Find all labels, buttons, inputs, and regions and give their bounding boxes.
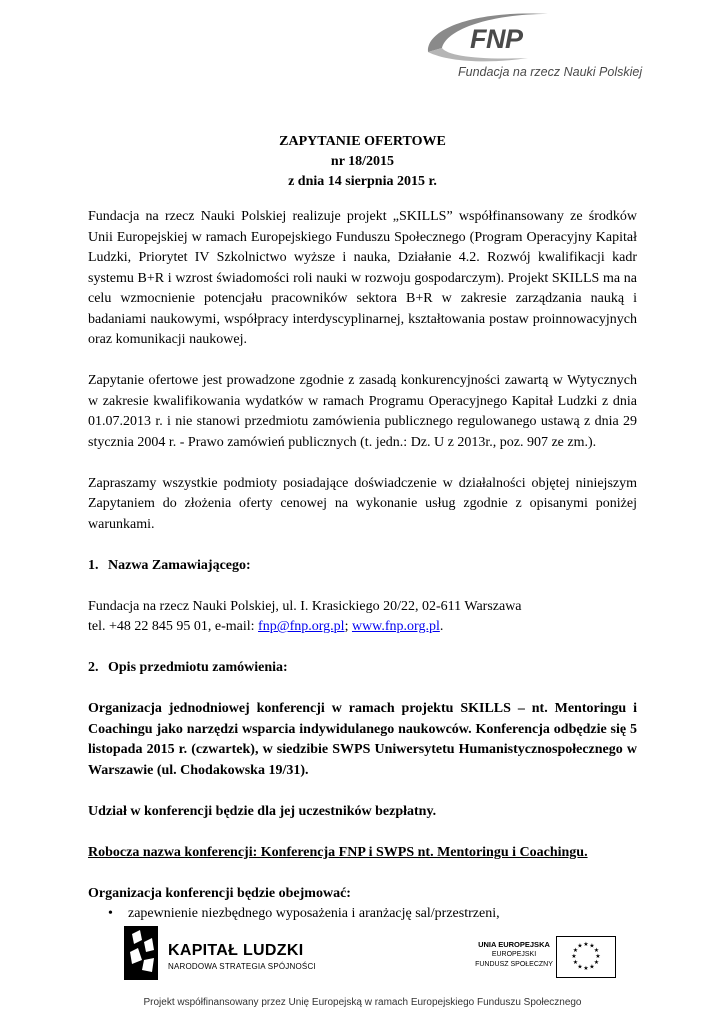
eu-title: UNIA EUROPEJSKA [478,940,550,949]
section-2-title: Opis przedmiotu zamówienia: [108,660,288,675]
scope-item-text: zapewnienie niezbędnego wyposażenia i aranżację sal/przestrzeni, [128,906,500,921]
scope-list [88,904,637,925]
section-1-title: Nazwa Zamawiającego: [108,557,251,573]
intro-paragraph-2: Zapytanie ofertowe jest prowadzone zgodnie z zasadą konkurencyjności zawartą w Wytycznych w zakresie kwalifikowania wydatków w ramach Programu Operacyjnego Kapitał Ludzki z dnia 01.07.2013 r. i nie stanowi przedmiotu zamówienia publicznego regulowanego ustawą z dnia 29 stycznia 2004 r. - Prawo zamówień publicznych (t. jedn.: Dz. U z 2013r., poz. 907 ze zm.). [88,373,637,450]
contact-end: . [439,619,444,634]
contact-block [88,597,637,638]
svg-text:★: ★ [572,947,579,954]
kapital-ludzki-logo [120,924,320,984]
bullet-icon: • [108,906,113,921]
svg-text:★: ★ [589,963,595,971]
section-2-number: 2. [88,660,99,675]
title-line-3: z dnia 14 sierpnia 2015 r. [288,174,437,189]
fnp-logo [418,8,680,86]
svg-text:★: ★ [571,953,577,960]
intro-paragraph-1: Fundacja na rzecz Nauki Polskiej realizuje projekt „SKILLS” współfinansowany ze środków Unii Europejskiej w ramach Europejskiego Funduszu Społecznego (Program Operacyjny Kapitał Ludzki, Priorytet IV Szkolnictwo wyższe i nauka, Działanie 4.2. Rozwój kwalifikacji kadr systemu B+R i wzrost świadomości roli nauki w rozwoju gospodarczym). Projekt SKILLS ma na celu wzmocnienie potencjału pracowników sektora B+R w zakresie zarządzania nauką i badaniami naukowymi, współpracy interdyscyplinarnej, kształtowania postaw proinnowacyjnych oraz komunikacji naukowej. [88,209,637,347]
title-line-2: nr 18/2015 [330,154,395,169]
email-link[interactable]: fnp@fnp.org.pl [258,619,345,634]
eu-line-3: FUNDUSZ SPOŁECZNY [475,961,553,968]
svg-text:★: ★ [589,942,595,950]
document-body [88,207,637,925]
link-separator: ; [344,619,352,634]
eu-logo [474,936,654,980]
website-link[interactable]: www.fnp.org.pl [351,619,440,634]
svg-text:★: ★ [595,953,601,960]
svg-text:★: ★ [577,942,583,950]
svg-text:★: ★ [583,941,589,948]
svg-text:★: ★ [593,959,600,966]
free-participation-note: Udział w konferencji będzie dla jej uczestników bezpłatny. [88,803,437,819]
list-item [88,904,637,925]
section-1-heading [88,556,637,577]
section-1-number: 1. [88,557,99,573]
phone-line: tel. +48 22 845 95 01, e-mail: [88,619,259,634]
svg-text:★: ★ [577,963,583,971]
svg-text:★: ★ [593,947,600,954]
intro-paragraph-3: Zapraszamy wszystkie podmioty posiadające doświadczenie w działalności objętej niniejszym Zapytaniem do złożenia oferty cenowej na wykonanie usług zgodnie z opisanymi poniżej warunkami. [88,475,637,532]
svg-text:★: ★ [572,959,579,966]
svg-text:★: ★ [583,965,589,972]
conference-working-name: Robocza nazwa konferencji: Konferencja FNP i SWPS nt. Mentoringu i Coachingu. [88,844,588,860]
kl-subtitle: NARODOWA STRATEGIA SPÓJNOŚCI [168,962,316,971]
scope-heading: Organizacja konferencji będzie obejmować: [88,885,351,901]
section-2-heading [88,658,637,679]
eu-line-2: EUROPEJSKI [491,951,537,958]
eu-text [474,940,554,970]
address: Fundacja na rzecz Nauki Polskiej, ul. I. Krasickiego 20/22, 02-611 Warszawa [88,598,522,614]
conference-description: Organizacja jednodniowej konferencji w ramach projektu SKILLS – nt. Mentoringu i Coachingu jako narzędzi wsparcia indywidulanego naukowców. Konferencja odbędzie się 5 listopada 2015 r. (czwartek), w siedzibie SWPS Uniwersytetu Humanistycznospołecznego w Warszawie (ul. Chodakowska 19/31). [88,701,637,778]
kl-title: KAPITAŁ LUDZKI [168,942,304,959]
logo-subtitle: Fundacja na rzecz Nauki Polskiej [458,65,643,79]
title-line-1: ZAPYTANIE OFERTOWE [279,134,446,149]
footer-note: Projekt współfinansowany przez Unię Europejską w ramach Europejskiego Funduszu Społecznego [143,997,582,1008]
eu-flag-icon [556,936,616,978]
kapital-ludzki-emblem-icon [120,924,162,982]
document-title [88,132,637,192]
logo-mark: FNP [470,24,523,54]
